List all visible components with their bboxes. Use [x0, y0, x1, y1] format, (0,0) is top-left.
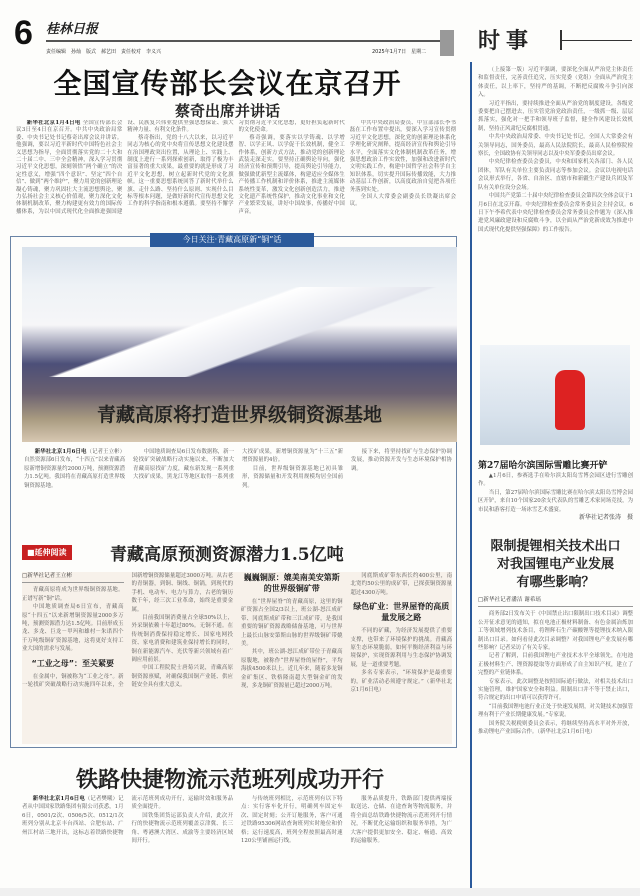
masthead-logo: 桂林日报 [46, 22, 99, 37]
lithium-headline [478, 538, 633, 592]
headline-line: 对我国锂电产业发展 [496, 557, 614, 572]
paragraph: “目前我国锂电池行业正处于快速发展期，对关键技术加强管理有利于产业长期健康发展。”专家说。 [478, 703, 633, 719]
paragraph: 其中，班公湖-怒江成矿带位于青藏高原腹地，被称作“世界屋脊的屋脊”，平均海拔4500米以上。近几年来，随着多龙铜金矿集区、铁格隆南超大型铜金矿的发现，多龙铜矿资源量已超过2000万吨。 [241, 649, 343, 690]
paragraph: 目前，世界级铜资源基地已初具雏形，资源储量和开发利用规模均居全国前列。 [242, 465, 343, 489]
paragraph: 冈底斯成矿带东西长约400公里，南北宽约50公里的成矿带，已探获铜资源量超过4300万吨。 [350, 573, 452, 596]
feature-headline: 青藏高原将打造世界级铜资源基地 [96, 404, 382, 426]
paragraph: 国铁集团货运部负责人介绍，此次开行的快捷物流示范班列覆盖京津冀、长三角、粤港澳大湾区、成渝等主要经济区域间开行。 [131, 812, 233, 845]
right-body [478, 66, 633, 340]
dateline: 新华社北京1月6日电 [34, 449, 87, 455]
paragraph: （记者王立彬）自然资源部6日发布，“十四五”以来青藏高原新增铜资源量约2000万吨，预测资源潜力1.5亿吨。我国将在青藏高原打造世界级铜资源基地。 [24, 449, 125, 489]
paragraph: （记者樊曦）记者从中国国家铁路集团有限公司获悉，1月6日，0501/2次、0506/5次、0512/1次班列分别从北京丰台西站、合肥东站、广州江村站三地开出，这标志着铁路快捷物流示范班列成功开行，运输时效和服务品质全面提升。 [22, 796, 233, 836]
right-column-rule [470, 62, 472, 896]
page-number: 6 [14, 14, 33, 52]
paragraph: 商务部2日发布关于《中国禁止出口限制出口技术目录》调整公开征求意见的通知，拟在电池正极材料制备、有色金属冶炼加工等领域增列技术条目，将锂辉石生产碳酸锂等提锂技术纳入限制出口目录。如何看待此次目录调整？对我国锂电产业发展有哪些影响？记者采访了有关专家。 [478, 611, 633, 652]
paragraph: （上接第一版）习近平强调，要深化全面从严治党主体责任和监督责任，完善责任追究，压实党委（党组）全面从严治党主体责任，以上率下，坚持严的基调，不断把反腐败斗争引向深入。 [478, 67, 633, 99]
headline-line: 有哪些影响？ [516, 575, 595, 590]
paragraph: 接下来，将坚持找矿与生态保护协调发展，推动资源开发与生态环境保护相协调。 [351, 449, 452, 472]
paragraph: 记者了解到，目前我国锂电产业技术水平全球领先，在电池正极材料生产、锂资源提取等方面形成了自主知识产权，建立了完整的产业链体系。 [478, 653, 633, 677]
paragraph: 在金属中，铜被称为“工业之母”。新一轮找矿突破战略行动实施四年以来，全国新增铜资源储量超过3000万吨。从古老的青铜器，到铜、铜线、铜锅，到现代的手机、电动车、电力与算力，古老的铜历数千年，经三次工业革命，始终是重要金属。 [22, 573, 233, 689]
lead-headline: 全国宣传部长会议在京召开 [53, 67, 402, 100]
paragraph: 多名专家表示，“环境保护是最重要的，矿业活动必须遵守规定。”（新华社北京1月6日电） [350, 670, 452, 694]
byline: □新华社记者王立彬 [22, 572, 124, 583]
dateline: 新华社北京1月4日电 [26, 120, 81, 126]
subheading: “工业之母”：至关紧要 [31, 658, 114, 668]
paragraph: 中国工程院院士唐菊兴说，青藏高原铜资源禀赋，对确保我国铜产业链、供应链安全具有重大意义。 [131, 665, 233, 689]
lead-body [16, 120, 456, 232]
paragraph: 蔡奇指出，党的十八大以来，以习近平同志为核心的党中央将宣传思想文化建设摆在治国理政突出位置，从理论上、实践上、制度上进行一系列探索创新，取得了极为丰富显著的重大成果，最重要的就是形成了习近平文化思想，树立起新时代党的文化旗帜。这一重要思想系统回答了新时代举什么旗、走什么路、坚持什么原则、实现什么目标等根本问题，是做好新时代宣传思想文化工作的科学指南和根本遵循。要坚持不懈学习贯彻习近平文化思想，更好担负起新时代的文化使命。 [127, 120, 345, 208]
paragraph: 中共中央政治局委员、中宣部部长李书磊在工作布置中提出，要深入学习宣传贯彻习近平文化思想，深化党的创新理论体系化学理化研究阐释，提高经济宣传和舆论引导水平，全面落实文化体制机制改革任务，增强思想政治工作实效性，加强和改进新时代文明实践工作，构建中国哲学社会科学自主知识体系，切实提升国际传播效能，大力推动基层工作创新，以高度政治自觉把各项任务落到实处。 [349, 120, 456, 193]
paragraph: 服务品质提升，铁路部门提供两端接取送达、仓储、在途查询等物流服务，并将全面总结铁路快捷物流示范班列开行情况，不断优化运输组织和服务举措，为广大客户提供更加安全、稳定、畅通、高效的运输服务。 [350, 796, 452, 845]
feature-banner: 今日关注·青藏高原新“铜”话 [150, 233, 314, 247]
feature-body [24, 448, 452, 528]
photo-caption [478, 472, 633, 534]
paragraph: 与传统班列相比，示范班列有以下特点：实行客车化开行，明确列车固定车次、固定时刻；公开订舱服务，客户可通过铁路95306网站查询班列实时舱位和价格；运行速度高，班列全程按照最高时速120公里铺画运行线。 [241, 796, 343, 845]
lithium-body [478, 596, 633, 886]
extended-headline: 青藏高原预测资源潜力1.5亿吨 [110, 545, 344, 565]
extended-reading-tag: ■延伸阅读 [22, 545, 72, 560]
paragraph: 在“世界屋脊”的青藏高原，这里的铜矿资源占全国2/3以上，班公湖-怒江成矿带、冈底斯成矿带和三江成矿带，是我国重要的铜矿资源战略储备基地，可与世界上最长山脉安第斯山脉的世界级铜矿带媲美。 [241, 599, 343, 648]
lead-subhead: 蔡奇出席并讲话 [174, 102, 280, 120]
photo-credit: 新华社记者张涛 摄 [578, 514, 633, 522]
paragraph: 中国地质调查局6日宣布，青藏高原“十四五”以来新增铜资源量2000多万吨，预测资源潜力达1.5亿吨。目前形成玉龙、多龙、巨龙－甲玛和雄村－朱诺四个千万吨级铜矿资源基地，这将更好支持工业大国的需求与发展。 [22, 604, 124, 653]
editor-credits: 责任编辑 孙灿 版式 郝艺田 责任校对 李义兴 [46, 49, 162, 55]
railway-body [22, 795, 452, 883]
paragraph: 蔡奇强调，要落实以学铸魂、以学增智、以学正风、以学促干长效机制，健全工作体系，创新方式方法，推动党的创新理论武装走深走实。要坚持正确舆论导向，强化经济宣传和预期引导，提高舆论引导能力，做强做优新型主流媒体，构建适应全媒体生产传播工作机制和评价体系，推进主流媒体系统性变革，激发文化创新创造活力，推进文化遗产系统性保护，推动文化事业和文化产业繁荣发展，讲好中国故事，传播好中国声音。 [238, 134, 345, 215]
header-block [440, 30, 454, 56]
section-rule [562, 40, 632, 41]
paragraph: 国务院关税税则委员会表示，将继续坚持高水平对外开放，推动锂电产业国际合作。（新华社北京1月6日电） [478, 720, 633, 736]
paragraph: 全国宣传部长会议3日至4日在京召开。中共中央政治局常委、中央书记处书记蔡奇出席会议并讲话。他强调，要以习近平新时代中国特色社会主义思想为指导，全面贯彻落实党的二十大和二十届二中、三中全会精神，深入学习贯彻习近平文化思想，深刻领悟“两个确立”的决定性意义，增强“四个意识”、坚定“四个自信”、做到“两个维护”，聚力用党的创新理论凝心铸魂，聚力巩固壮大主流思想舆论，聚力弘扬社会主义核心价值观，聚力深化文化体制机制改革，聚力构建更有效力的国际传播体系，为以中国式现代化全面推进强国建设、民族复兴伟业提供坚强思想保证、强大精神力量、有利文化条件。 [16, 120, 234, 215]
section-title: 时事 [478, 28, 535, 54]
photo-headline: 第27届哈尔滨国际雪雕比赛开铲 [478, 461, 608, 471]
byline: □新华社记者潘洁 谢希瑶 [478, 596, 633, 607]
railway-headline: 铁路快捷物流示范班列成功开行 [75, 767, 384, 793]
paragraph: 中共中央政治局常委、中央书记处书记，全国人大常委会有关领导同志，国务委员，最高人民法院院长，最高人民检察院检察长，全国政协有关领导同志以及中央军委委员出席会议。 [478, 134, 633, 158]
header-rule [46, 40, 440, 42]
paragraph: 青藏高原将成为世界级铜资源基地。正谱写新“铜”话。 [22, 587, 124, 602]
subheading: 巍巍铜原：媲美南美安第斯的世界级铜矿带 [243, 573, 340, 593]
paragraph: 中央纪律检查委员会委员，中央和国家机关各部门、各人民团体，军队有关单位主要负责同志等参加会议。会议以电视电话会议形式举行，各省、自治区、直辖市和新疆生产建设兵团及军队有关单位设分会场。 [478, 159, 633, 191]
paragraph: 习近平指出，要持续推进全面从严治党的制度建设，各级党委要把自己摆进去，压实管党治党政治责任，一级抓一级、层层抓落实，强化对一把手和领导班子监督，健全作风建设长效机制，坚持正风肃纪反腐相贯通。 [478, 100, 633, 132]
paragraph: 中国地质调查局6日发布数据称，新一轮找矿突破战略行动实施以来，不断加大青藏高原找矿力度，藏东新发现一系列重大找矿成果，黑龙江等地区取得一系列重大找矿成果，新增铜资源量为“十三五”新增资源量的4倍。 [133, 449, 343, 481]
issue-date: 2025年1月7日 星期二 [372, 49, 427, 55]
caption-line: 当日，第27届哈尔滨国际雪雕比赛在哈尔滨太阳岛雪博会园区开铲，来自10个国家20余支代表队的雪雕艺术家同场竞技，为市民和游客打造一场冰雪艺术盛宴。 [478, 489, 633, 513]
page-footer [0, 888, 640, 896]
headline-line: 限制提锂相关技术出口 [490, 539, 621, 554]
caption-line: ▲1月6日，参赛选手在哈尔滨太阳岛雪博会园区进行雪雕创作。 [478, 473, 633, 488]
paragraph: 目前我国铜消费量占全球50%以上，外采铜依赖十年超过80%。无铜不通。在传统铜消费保持稳定增长、国家电网投资、家电消费和建筑业保持增长的同时，铜在新能源汽车、光伏等新兴领域有着广阔应用前景。 [131, 615, 233, 664]
subheading: 绿色矿业：世界屋脊的高质量发展之路 [353, 602, 450, 623]
paragraph: 全国人大常委会副委员长铁凝出席会议。 [349, 194, 456, 208]
extended-body [22, 572, 452, 744]
dateline: 新华社北京1月6日电 [32, 796, 85, 802]
paragraph: 中国共产党第二十届中央纪律检查委员会第四次全体会议于1月6日在北京开幕。中央纪律检查委员会常务委员会主持会议。6日下午李希代表中央纪律检查委员会常务委员会作题为《深入推进党风廉政建设和反腐败斗争，以全面从严治党新成效为推进中国式现代化提供坚强保障》的工作报告。 [478, 193, 633, 233]
snow-sculpture-photo [480, 345, 630, 445]
paragraph: 专家表示，此次调整是按照国际通行做法，对相关技术出口实施管理，维护国家安全和利益。限制出口并不等于禁止出口，符合规定的出口申请可以获得许可。 [478, 678, 633, 702]
paragraph: 不同的矿藏，为经济发展提供了重要支撑，也带来了环境保护的挑战。青藏高原生态环境脆弱，如何平衡经济利益与环境保护，实现资源利用与生态保护协调发展，是一道重要考题。 [350, 628, 452, 668]
